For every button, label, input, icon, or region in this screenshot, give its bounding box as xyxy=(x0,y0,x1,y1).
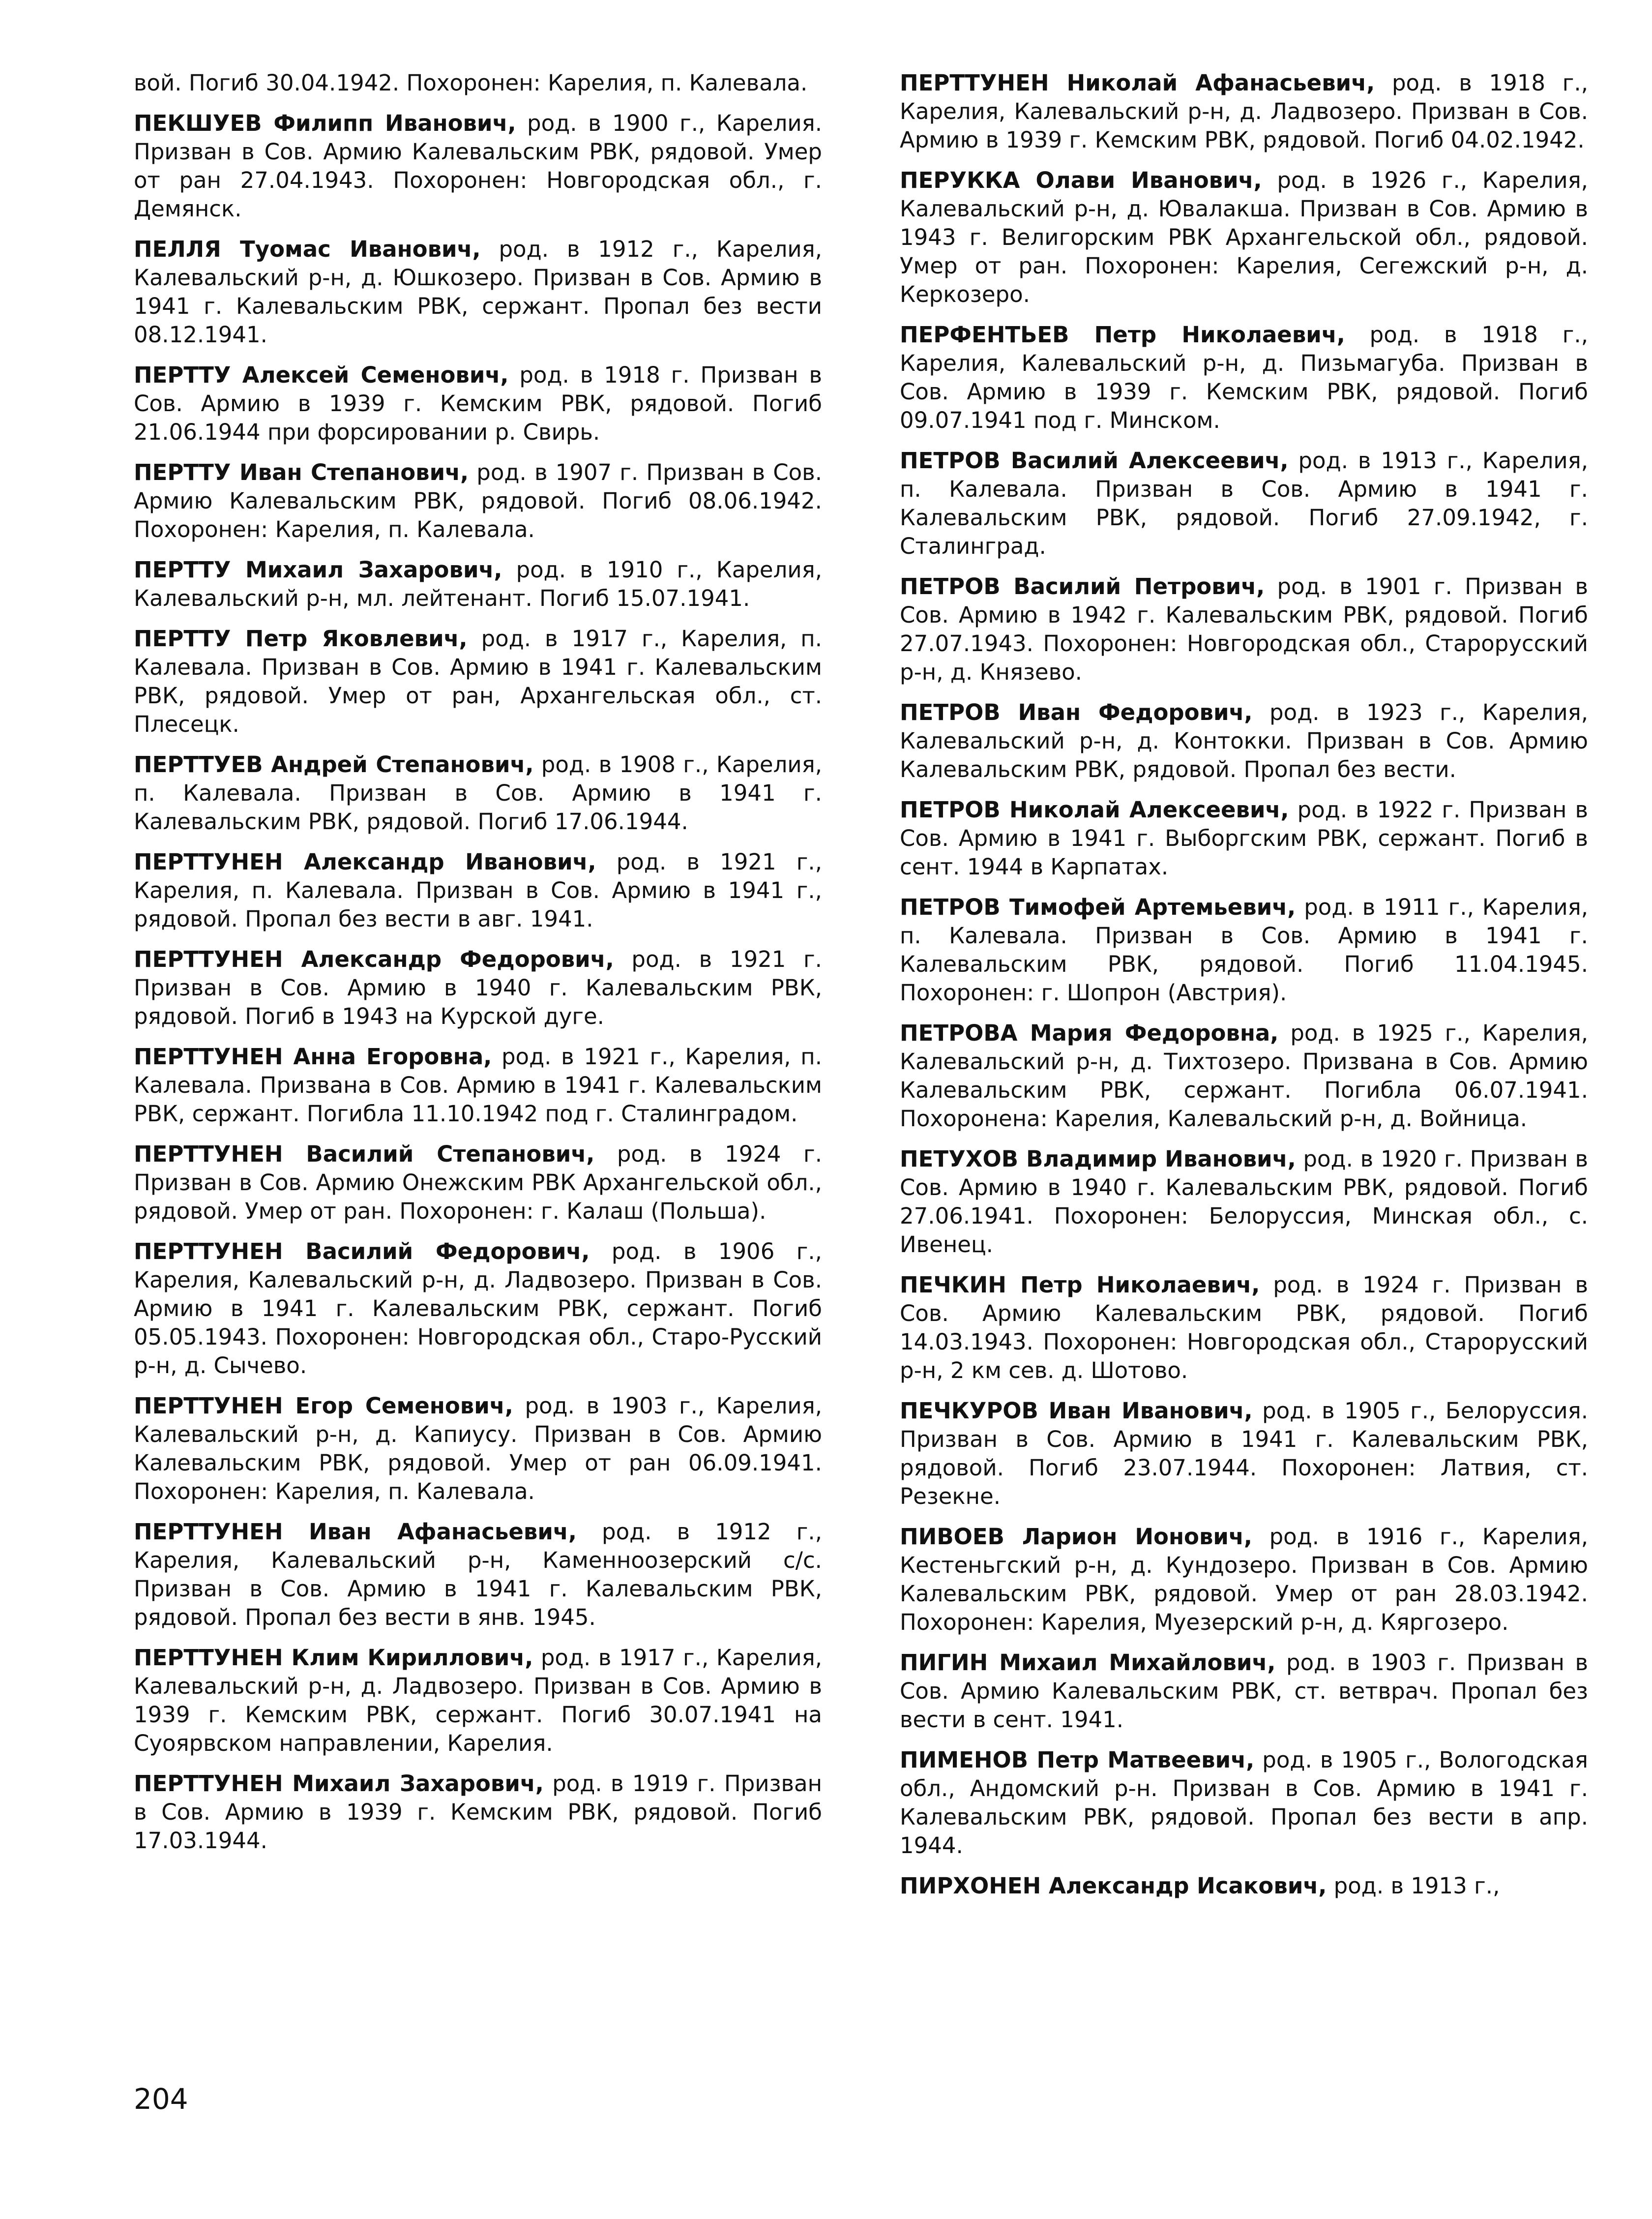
biography-entry xyxy=(134,1043,822,1128)
biography-entry xyxy=(134,1140,822,1226)
biography-entry xyxy=(134,1644,822,1758)
entry-text: род. в 1925 г., Карелия, Калевальский р-н, д. Тихтозеро. Призвана в Сов. Армию Калевальским РВК, сержант. Погибла 06.07.1941. Похоронена: Карелия, Калевальский р-н, д. Войница. xyxy=(900,1020,1588,1132)
entry-text: род. в 1922 г. Призван в Сов. Армию в 1941 г. Выборгским РВК, сержант. Погиб в сент. 1944 в Карпатах. xyxy=(900,797,1589,880)
person-name: ПЕРТТУНЕН Егор Семенович, xyxy=(134,1393,513,1419)
person-name: ПЕЧКУРОВ Иван Иванович, xyxy=(900,1398,1253,1424)
biography-entry xyxy=(134,69,822,97)
entry-text: род. в 1912 г., Карелия, Калевальский р-н, д. Юшкозеро. Призван в Сов. Армию в 1941 г. Калевальским РВК, сержант. Пропал без вести 08.12.1941. xyxy=(134,236,823,348)
biography-entry xyxy=(900,1271,1588,1385)
biography-entry xyxy=(900,572,1588,687)
biography-entry xyxy=(900,321,1588,435)
biography-entry xyxy=(900,1145,1588,1259)
person-name: ПЕРТТУ Иван Степанович, xyxy=(134,459,469,485)
person-name: ПИГИН Михаил Михайлович, xyxy=(900,1649,1276,1676)
person-name: ПЕТРОВ Василий Алексеевич, xyxy=(900,448,1289,474)
person-name: ПИВОЕВ Ларион Ионович, xyxy=(900,1524,1252,1550)
entry-text: вой. Погиб 30.04.1942. Похоронен: Карелия, п. Калевала. xyxy=(134,70,808,96)
entry-text: род. в 1903 г. Призван в Сов. Армию Калевальским РВК, ст. ветврач. Пропал без вести в сент. 1941. xyxy=(900,1649,1588,1733)
biography-entry xyxy=(900,1523,1588,1637)
biography-entry xyxy=(134,625,822,739)
person-name: ПЕЛЛЯ Туомас Иванович, xyxy=(134,236,481,262)
entry-text: род. в 1926 г., Карелия, Калевальский р-н, д. Ювалакша. Призван в Сов. Армию в 1943 г. Велигорским РВК Архангельской обл., рядовой. Умер от ран. Похоронен: Карелия, Сегежский р-н, д. Керкозеро. xyxy=(900,167,1588,307)
entry-text: род. в 1920 г. Призван в Сов. Армию в 1940 г. Калевальским РВК, рядовой. Погиб 27.06.1941. Похоронен: Белоруссия, Минская обл., с. Ивенец. xyxy=(900,1146,1588,1258)
person-name: ПЕРТТУ Петр Яковлевич, xyxy=(134,626,468,652)
biography-entry xyxy=(134,1769,822,1855)
person-name: ПЕРТТУНЕН Василий Степанович, xyxy=(134,1141,595,1167)
entry-text: род. в 1924 г. Призван в Сов. Армию Онежским РВК Архангельской обл., рядовой. Умер от ран. Похоронен: г. Калаш (Польша). xyxy=(134,1141,822,1224)
person-name: ПЕЧКИН Петр Николаевич, xyxy=(900,1272,1260,1298)
person-name: ПЕРТТУЕВ Андрей Степанович, xyxy=(134,751,534,778)
entry-text: род. в 1900 г., Карелия. Призван в Сов. Армию Калевальским РВК, рядовой. Умер от ран 27.04.1943. Похоронен: Новгородская обл., г. Демянск. xyxy=(134,110,822,222)
biography-entry xyxy=(900,893,1588,1007)
biography-entry xyxy=(900,1397,1588,1511)
biography-entry xyxy=(134,945,822,1031)
biography-entry xyxy=(900,1649,1588,1734)
biography-entry xyxy=(900,447,1588,561)
entry-text: род. в 1918 г. Призван в Сов. Армию в 1939 г. Кемским РВК, рядовой. Погиб 21.06.1944 при форсировании р. Свирь. xyxy=(134,362,822,445)
entry-text: род. в 1917 г., Карелия, п. Калевала. Призван в Сов. Армию в 1941 г. Калевальским РВК, рядовой. Умер от ран, Архангельская обл., ст. Плесецк. xyxy=(134,626,822,737)
biography-entry xyxy=(134,235,822,349)
person-name: ПЕРТТУНЕН Василий Федорович, xyxy=(134,1238,590,1264)
person-name: ПЕТРОВА Мария Федоровна, xyxy=(900,1020,1279,1046)
entry-text: род. в 1911 г., Карелия, п. Калевала. Призван в Сов. Армию в 1941 г. Калевальским РВК, рядовой. Погиб 11.04.1945. Похоронен: г. Шопрон (Австрия). xyxy=(900,894,1589,1006)
entry-text: род. в 1918 г., Карелия, Калевальский р-н, д. Пизьмагуба. Призван в Сов. Армию в 1939 г. Кемским РВК, рядовой. Погиб 09.07.1941 под г. Минском. xyxy=(900,322,1588,433)
person-name: ПЕТРОВ Василий Петрович, xyxy=(900,573,1265,600)
person-name: ПЕРТТУНЕН Иван Афанасьевич, xyxy=(134,1519,577,1545)
biography-entry xyxy=(134,109,822,223)
biography-entry xyxy=(134,458,822,544)
person-name: ПИМЕНОВ Петр Матвеевич, xyxy=(900,1747,1255,1773)
person-name: ПЕКШУЕВ Филипп Иванович, xyxy=(134,110,516,136)
entry-text: род. в 1924 г. Призван в Сов. Армию Калевальским РВК, рядовой. Погиб 14.03.1943. Похоронен: Новгородская обл., Старорусский р-н, 2 км сев. д. Шотово. xyxy=(900,1272,1588,1383)
entry-text: род. в 1919 г. Призван в Сов. Армию в 1939 г. Кемским РВК, рядовой. Погиб 17.03.1944. xyxy=(134,1770,822,1854)
person-name: ПЕРТТУНЕН Александр Иванович, xyxy=(134,849,596,875)
entry-text: род. в 1918 г., Карелия, Калевальский р-н, д. Ладвозеро. Призван в Сов. Армию в 1939 г. Кемским РВК, рядовой. Погиб 04.02.1942. xyxy=(900,70,1588,153)
person-name: ПЕРТТУ Михаил Захарович, xyxy=(134,557,502,583)
person-name: ПЕТРОВ Иван Федорович, xyxy=(900,699,1253,725)
right-column xyxy=(900,69,1588,1912)
person-name: ПЕРТТУНЕН Александр Федорович, xyxy=(134,946,614,972)
entry-text: род. в 1917 г., Карелия, Калевальский р-н, д. Ладвозеро. Призван в Сов. Армию в 1939 г. Кемским РВК, сержант. Погиб 30.07.1941 на Суоярвском направлении, Карелия. xyxy=(134,1645,822,1756)
biography-entry xyxy=(134,361,822,447)
biography-entry xyxy=(134,556,822,613)
biography-entry xyxy=(134,848,822,933)
biography-entry xyxy=(900,1746,1588,1860)
entry-text: род. в 1913 г., xyxy=(1327,1873,1500,1899)
person-name: ПЕТУХОВ Владимир Иванович, xyxy=(900,1146,1296,1172)
person-name: ПЕРТТУНЕН Михаил Захарович, xyxy=(134,1770,544,1797)
entry-text: род. в 1910 г., Карелия, Калевальский р-н, мл. лейтенант. Погиб 15.07.1941. xyxy=(134,557,822,611)
person-name: ПЕТРОВ Николай Алексеевич, xyxy=(900,797,1289,823)
biography-entry xyxy=(134,750,822,836)
entry-text: род. в 1908 г., Карелия, п. Калевала. Призван в Сов. Армию в 1941 г. Калевальским РВК, рядовой. Погиб 17.06.1944. xyxy=(134,751,822,835)
entry-text: род. в 1921 г. Призван в Сов. Армию в 1940 г. Калевальским РВК, рядовой. Погиб в 1943 на Курской дуге. xyxy=(134,946,822,1029)
biography-entry xyxy=(900,796,1588,881)
entry-text: род. в 1913 г., Карелия, п. Калевала. Призван в Сов. Армию в 1941 г. Калевальским РВК, рядовой. Погиб 27.09.1942, г. Сталинград. xyxy=(900,448,1589,559)
entry-text: род. в 1905 г., Вологодская обл., Андомский р-н. Призван в Сов. Армию в 1941 г. Калевальским РВК, рядовой. Пропал без вести в апр. 1944. xyxy=(900,1747,1588,1859)
entry-text: род. в 1903 г., Карелия, Калевальский р-н, д. Капиусу. Призван в Сов. Армию Калевальским РВК, рядовой. Умер от ран 06.09.1941. Похоронен: Карелия, п. Калевала. xyxy=(134,1393,823,1504)
person-name: ПЕРТТУНЕН Николай Афанасьевич, xyxy=(900,70,1375,96)
page-number: 204 xyxy=(134,2082,188,2116)
biography-entry xyxy=(134,1237,822,1380)
person-name: ПЕРТТУНЕН Анна Егоровна, xyxy=(134,1044,492,1070)
person-name: ПЕРТТУ Алексей Семенович, xyxy=(134,362,509,388)
person-name: ПЕРУККА Олави Иванович, xyxy=(900,167,1262,193)
entry-text: род. в 1921 г., Карелия, п. Калевала. Призвана в Сов. Армию в 1941 г. Калевальским РВК, сержант. Погибла 11.10.1942 под г. Сталинградом. xyxy=(134,1044,823,1127)
person-name: ПЕРТТУНЕН Клим Кириллович, xyxy=(134,1645,533,1671)
entry-text: род. в 1916 г., Карелия, Кестеньгский р-н, д. Кундозеро. Призван в Сов. Армию Калевальским РВК, рядовой. Умер от ран 28.03.1942. Похоронен: Карелия, Муезерский р-н, д. Кяргозеро. xyxy=(900,1524,1588,1635)
entry-text: род. в 1912 г., Карелия, Калевальский р-н, Каменноозерский с/с. Призван в Сов. Армию в 1941 г. Калевальским РВК, рядовой. Пропал без вести в янв. 1945. xyxy=(134,1519,823,1630)
entry-text: род. в 1907 г. Призван в Сов. Армию Калевальским РВК, рядовой. Погиб 08.06.1942. Похоронен: Карелия, п. Калевала. xyxy=(134,459,823,542)
entry-text: род. в 1921 г., Карелия, п. Калевала. Призван в Сов. Армию в 1941 г., рядовой. Пропал без вести в авг. 1941. xyxy=(134,849,822,932)
person-name: ПЕРФЕНТЬЕВ Петр Николаевич, xyxy=(900,322,1345,348)
biography-entry xyxy=(134,1518,822,1632)
left-column xyxy=(134,69,822,1867)
biography-entry xyxy=(900,1019,1588,1133)
entry-text: род. в 1923 г., Карелия, Калевальский р-н, д. Контокки. Призван в Сов. Армию Калевальским РВК, рядовой. Пропал без вести. xyxy=(900,699,1588,782)
entry-text: род. в 1905 г., Белоруссия. Призван в Сов. Армию в 1941 г. Калевальским РВК, рядовой. Погиб 23.07.1944. Похоронен: Латвия, ст. Резекне. xyxy=(900,1398,1588,1509)
biography-entry xyxy=(134,1392,822,1506)
biography-entry xyxy=(900,1872,1588,1900)
biography-entry xyxy=(900,698,1588,784)
person-name: ПИРХОНЕН Александр Исакович, xyxy=(900,1873,1327,1899)
entry-text: род. в 1906 г., Карелия, Калевальский р-н, д. Ладвозеро. Призван в Сов. Армию в 1941 г. Калевальским РВК, сержант. Погиб 05.05.1943. Похоронен: Новгородская обл., Старо-Русский р-н, д. Сычево. xyxy=(134,1238,822,1379)
person-name: ПЕТРОВ Тимофей Артемьевич, xyxy=(900,894,1296,920)
biography-entry xyxy=(900,166,1588,309)
biography-entry xyxy=(900,69,1588,154)
entry-text: род. в 1901 г. Призван в Сов. Армию в 1942 г. Калевальским РВК, рядовой. Погиб 27.07.1943. Похоронен: Новгородская обл., Старорусский р-н, д. Князево. xyxy=(900,573,1588,685)
